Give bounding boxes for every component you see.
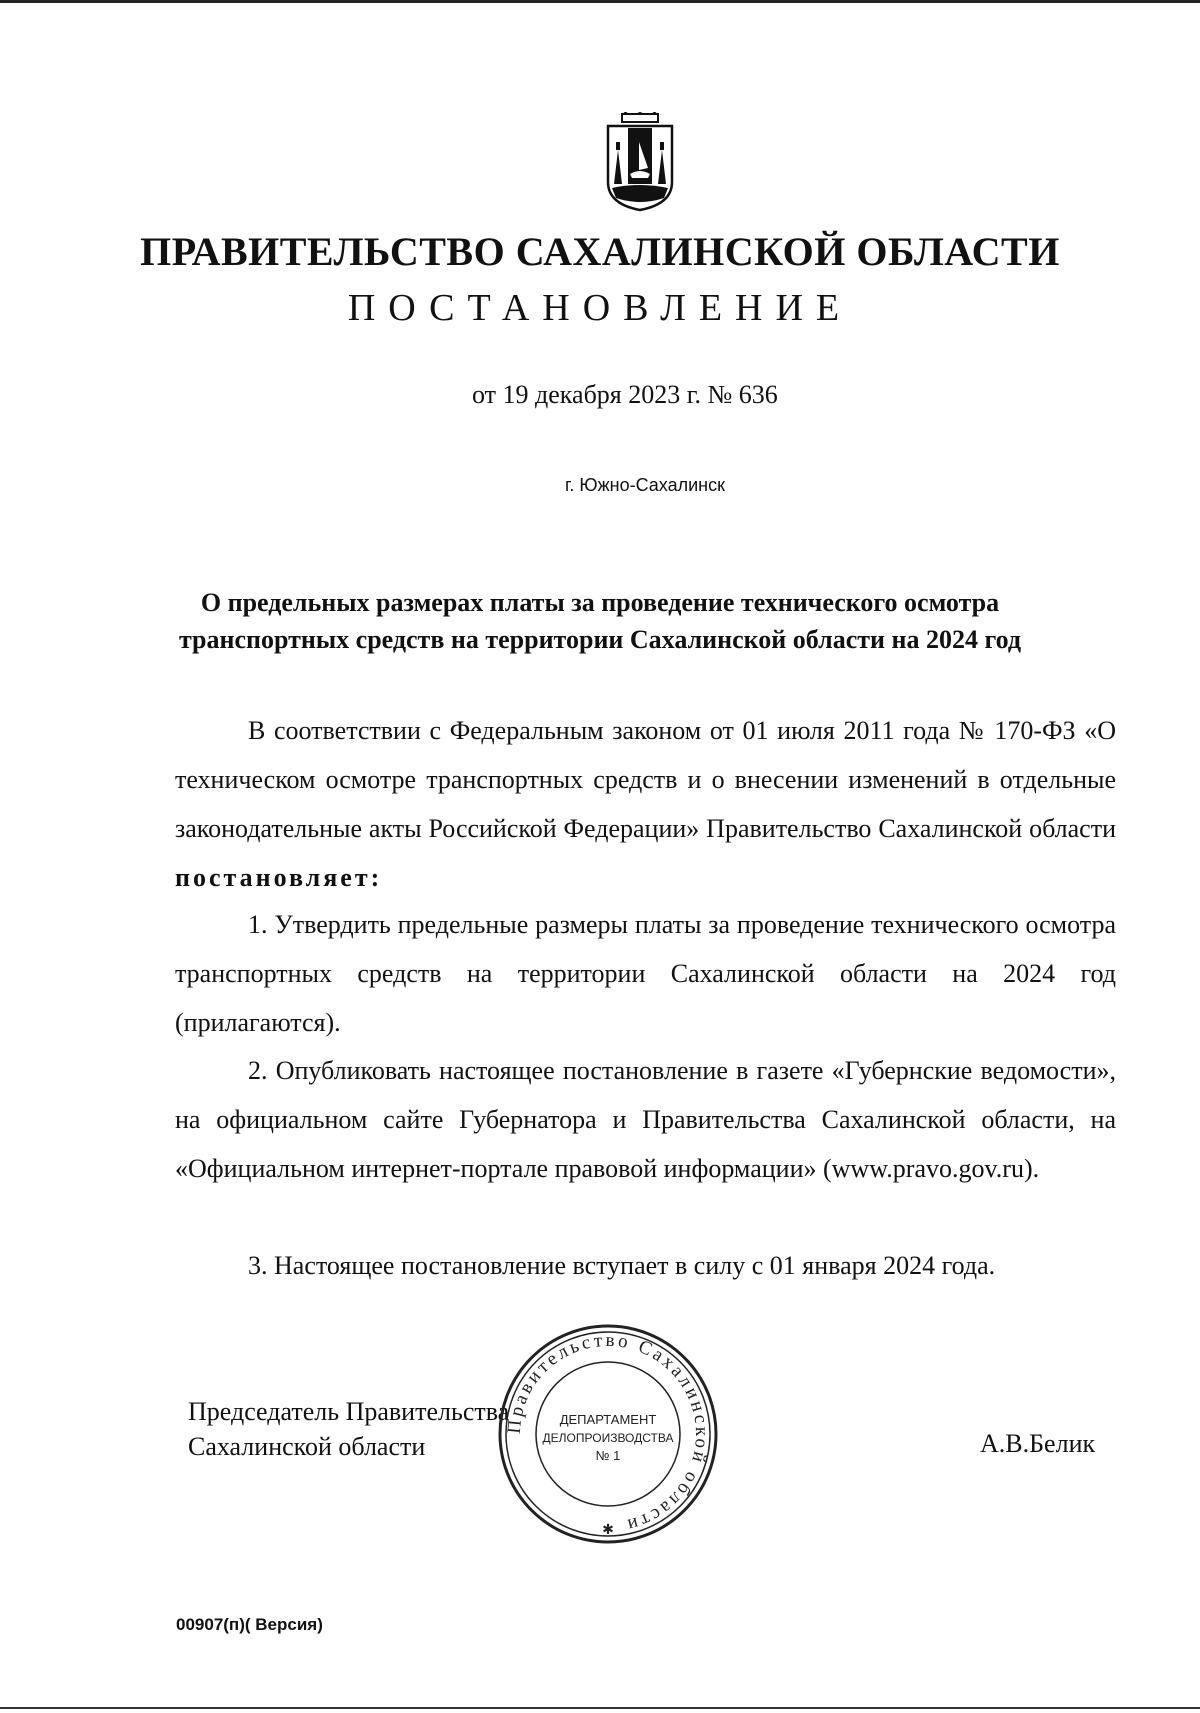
signatory-position-line-1: Председатель Правительства	[188, 1397, 510, 1426]
resolves-word: постановляет:	[175, 863, 383, 892]
item-2-paragraph: 2. Опубликовать настоящее постановление в газете «Губернские ведомости», на официальном сайте Губернатора и Правительства Сахалинской области, на «Официальном интернет-портале правовой информации» (www.pravo.gov.ru).	[175, 1056, 1116, 1183]
signatory-position-line-2: Сахалинской области	[188, 1432, 426, 1461]
svg-text:✱: ✱	[602, 1522, 614, 1538]
document-date-number: от 19 декабря 2023 г. № 636	[472, 380, 778, 409]
document-code: 00907(п)( Версия)	[176, 1615, 323, 1634]
svg-text:№ 1: № 1	[595, 1448, 621, 1463]
svg-text:Правительство Сахалинской обла: Правительство Сахалинской области	[503, 1329, 713, 1537]
government-title: ПРАВИТЕЛЬСТВО САХАЛИНСКОЙ ОБЛАСТИ	[140, 229, 1060, 274]
document-city: г. Южно-Сахалинск	[565, 475, 725, 495]
coat-of-arms-icon	[592, 112, 688, 212]
heading-line-2: транспортных средств на территории Сахалинской области на 2024 год	[178, 625, 1022, 654]
signatory-position	[188, 1394, 509, 1464]
svg-text:ДЕПАРТАМЕНТ: ДЕПАРТАМЕНТ	[559, 1412, 657, 1427]
heading-line-1: О предельных размерах платы за проведение технического осмотра	[200, 588, 1000, 617]
item-1-paragraph: 1. Утвердить предельные размеры платы за проведение технического осмотра транспортных средств на территории Сахалинской области на 2024 год (прилагаются).	[175, 910, 1116, 1037]
preamble-text: В соответствии с Федеральным законом от 01 июля 2011 года № 170-ФЗ «О техническом осмотре транспортных средств и о внесении изменений в отдельные законодательные акты Российской Федерации» Правительство Сахалинской области	[175, 716, 1116, 843]
official-stamp-seal	[496, 1322, 720, 1546]
document-type: ПОСТАНОВЛЕНИЕ	[347, 287, 853, 329]
item-3-paragraph: 3. Настоящее постановление вступает в силу с 01 января 2024 года.	[248, 1251, 996, 1280]
signatory-name: А.В.Белик	[980, 1429, 1096, 1458]
preamble-paragraph	[175, 706, 1116, 902]
document-heading	[100, 584, 1100, 658]
scan-bottom-edge	[0, 1707, 1200, 1709]
scan-top-edge	[0, 0, 1200, 3]
svg-text:ДЕЛОПРОИЗВОДСТВА: ДЕЛОПРОИЗВОДСТВА	[542, 1431, 674, 1445]
